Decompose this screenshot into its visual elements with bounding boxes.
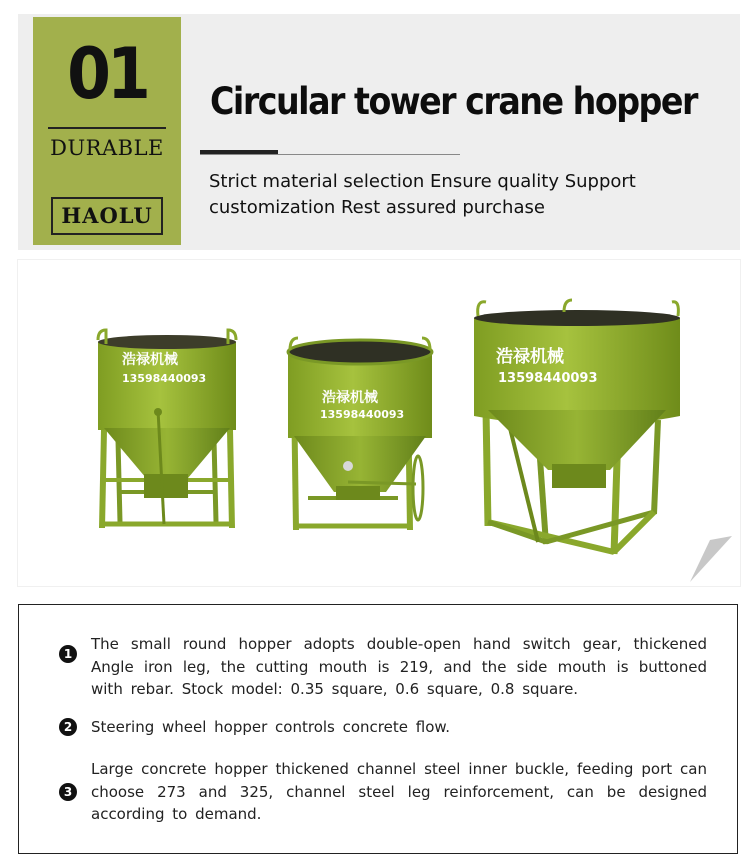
page-subtitle: Strict material selection Ensure quality Support customization Rest assured purchase [209,171,636,218]
feature-item [59,758,709,828]
hopper-3-phone-text: 13598440093 [498,371,598,386]
brand-logo: HAOLU [51,197,163,235]
feature-text-3: Large concrete hopper thickened channel steel inner buckle, feeding port can choose 273 and 325, channel steel leg reinforcement, can be designed according to demand. [91,760,707,823]
durable-tag: DURABLE [50,136,164,160]
hopper-2-phone-text: 13598440093 [320,408,405,421]
number-badge [33,17,181,245]
hopper-1-phone-text: 13598440093 [122,372,207,385]
title-underline [200,154,460,155]
hopper-2-brand-text: 浩禄机械 [322,390,378,406]
hopper-1-brand-text: 浩禄机械 [122,352,178,368]
feature-item [59,716,709,740]
section-number: 01 [67,33,147,115]
hopper-large-concrete [474,300,680,554]
feature-text-1: The small round hopper adopts double-open hand switch gear, thickened Angle iron leg, the cutting mouth is 219, and the side mouth is buttoned with rebar. Stock model: 0.35 square, 0.6 square, 0.8 square. [91,635,707,698]
product-photo [18,260,740,586]
hopper-small-round [98,330,236,528]
feature-item [59,633,709,703]
page-title: Circular tower crane hopper [210,80,697,123]
feature-marker-2: 2 [59,718,77,736]
badge-divider [48,127,166,129]
feature-marker-3: 3 [59,783,77,801]
feature-text-2: Steering wheel hopper controls concrete flow. [91,718,451,736]
hoppers-illustration [18,260,740,586]
feature-marker-1: 1 [59,645,77,663]
hopper-steering-wheel [288,338,432,530]
header-banner [18,14,740,250]
title-accent-bar [200,150,278,154]
features-box [18,604,738,854]
hopper-3-brand-text: 浩禄机械 [496,347,564,367]
